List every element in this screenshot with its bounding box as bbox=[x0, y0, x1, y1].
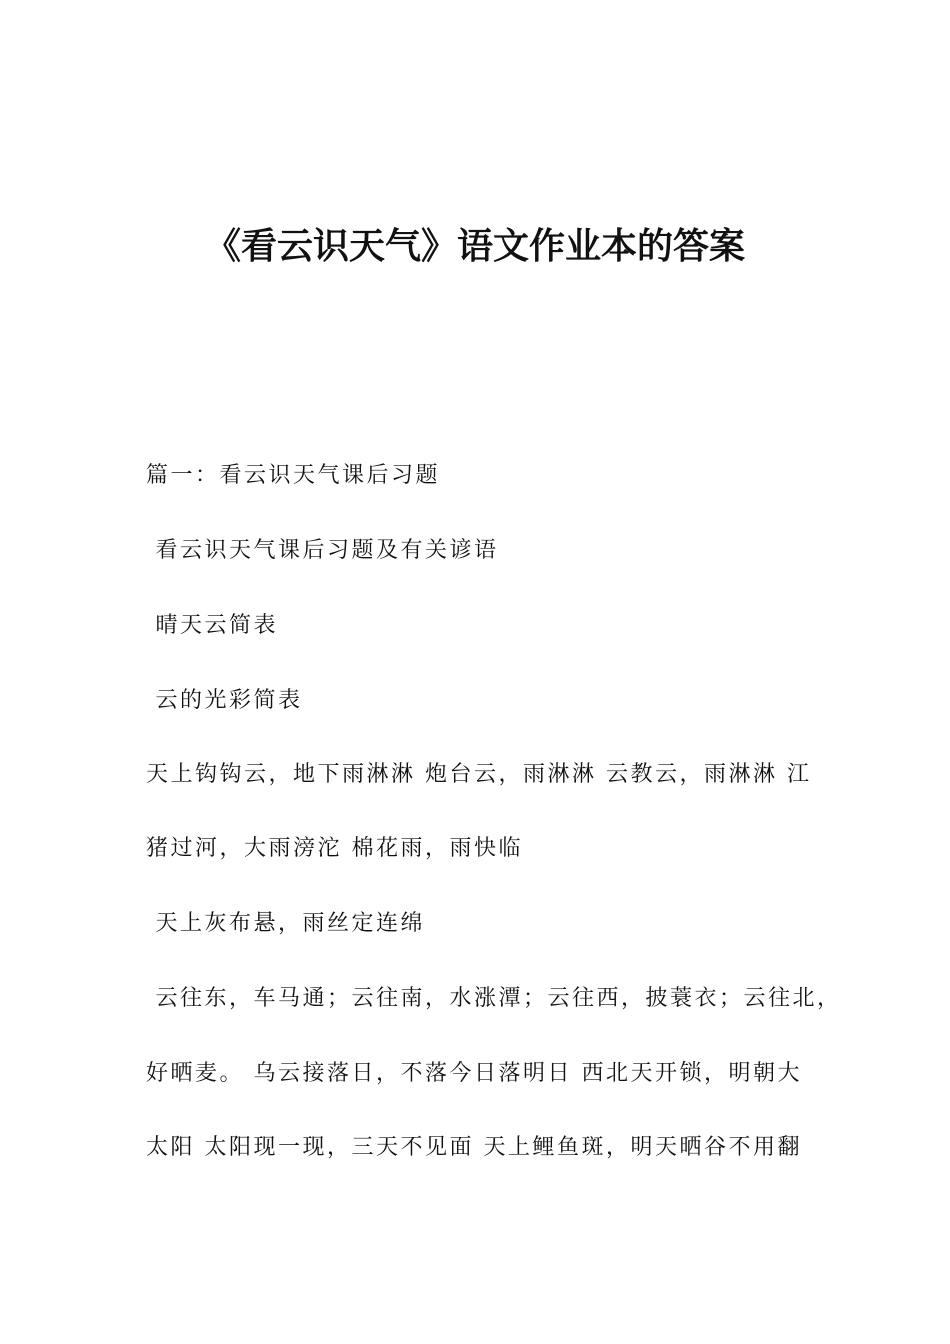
paragraph-line: 看云识天气课后习题及有关谚语 bbox=[146, 538, 499, 563]
paragraph-line: 云的光彩简表 bbox=[146, 688, 303, 713]
page-title: 《看云识天气》语文作业本的答案 bbox=[204, 226, 745, 267]
paragraph-line: 好晒麦。 乌云接落日，不落今日落明日 西北天开锁，明朝大 bbox=[146, 1061, 802, 1086]
paragraph-line: 晴天云简表 bbox=[146, 613, 278, 638]
section-heading: 篇一：看云识天气课后习题 bbox=[146, 463, 441, 488]
paragraph-line: 猪过河，大雨滂沱 棉花雨，雨快临 bbox=[146, 836, 523, 861]
paragraph-line: 云往东，车马通；云往南，水涨潭；云往西，披蓑衣；云往北， bbox=[146, 986, 842, 1011]
paragraph-line: 天上灰布悬，雨丝定连绵 bbox=[146, 911, 425, 936]
paragraph-line: 天上钩钩云，地下雨淋淋 炮台云，雨淋淋 云教云，雨淋淋 江 bbox=[146, 762, 812, 787]
paragraph-line: 太阳 太阳现一现，三天不见面 天上鲤鱼斑，明天晒谷不用翻 bbox=[146, 1135, 802, 1160]
